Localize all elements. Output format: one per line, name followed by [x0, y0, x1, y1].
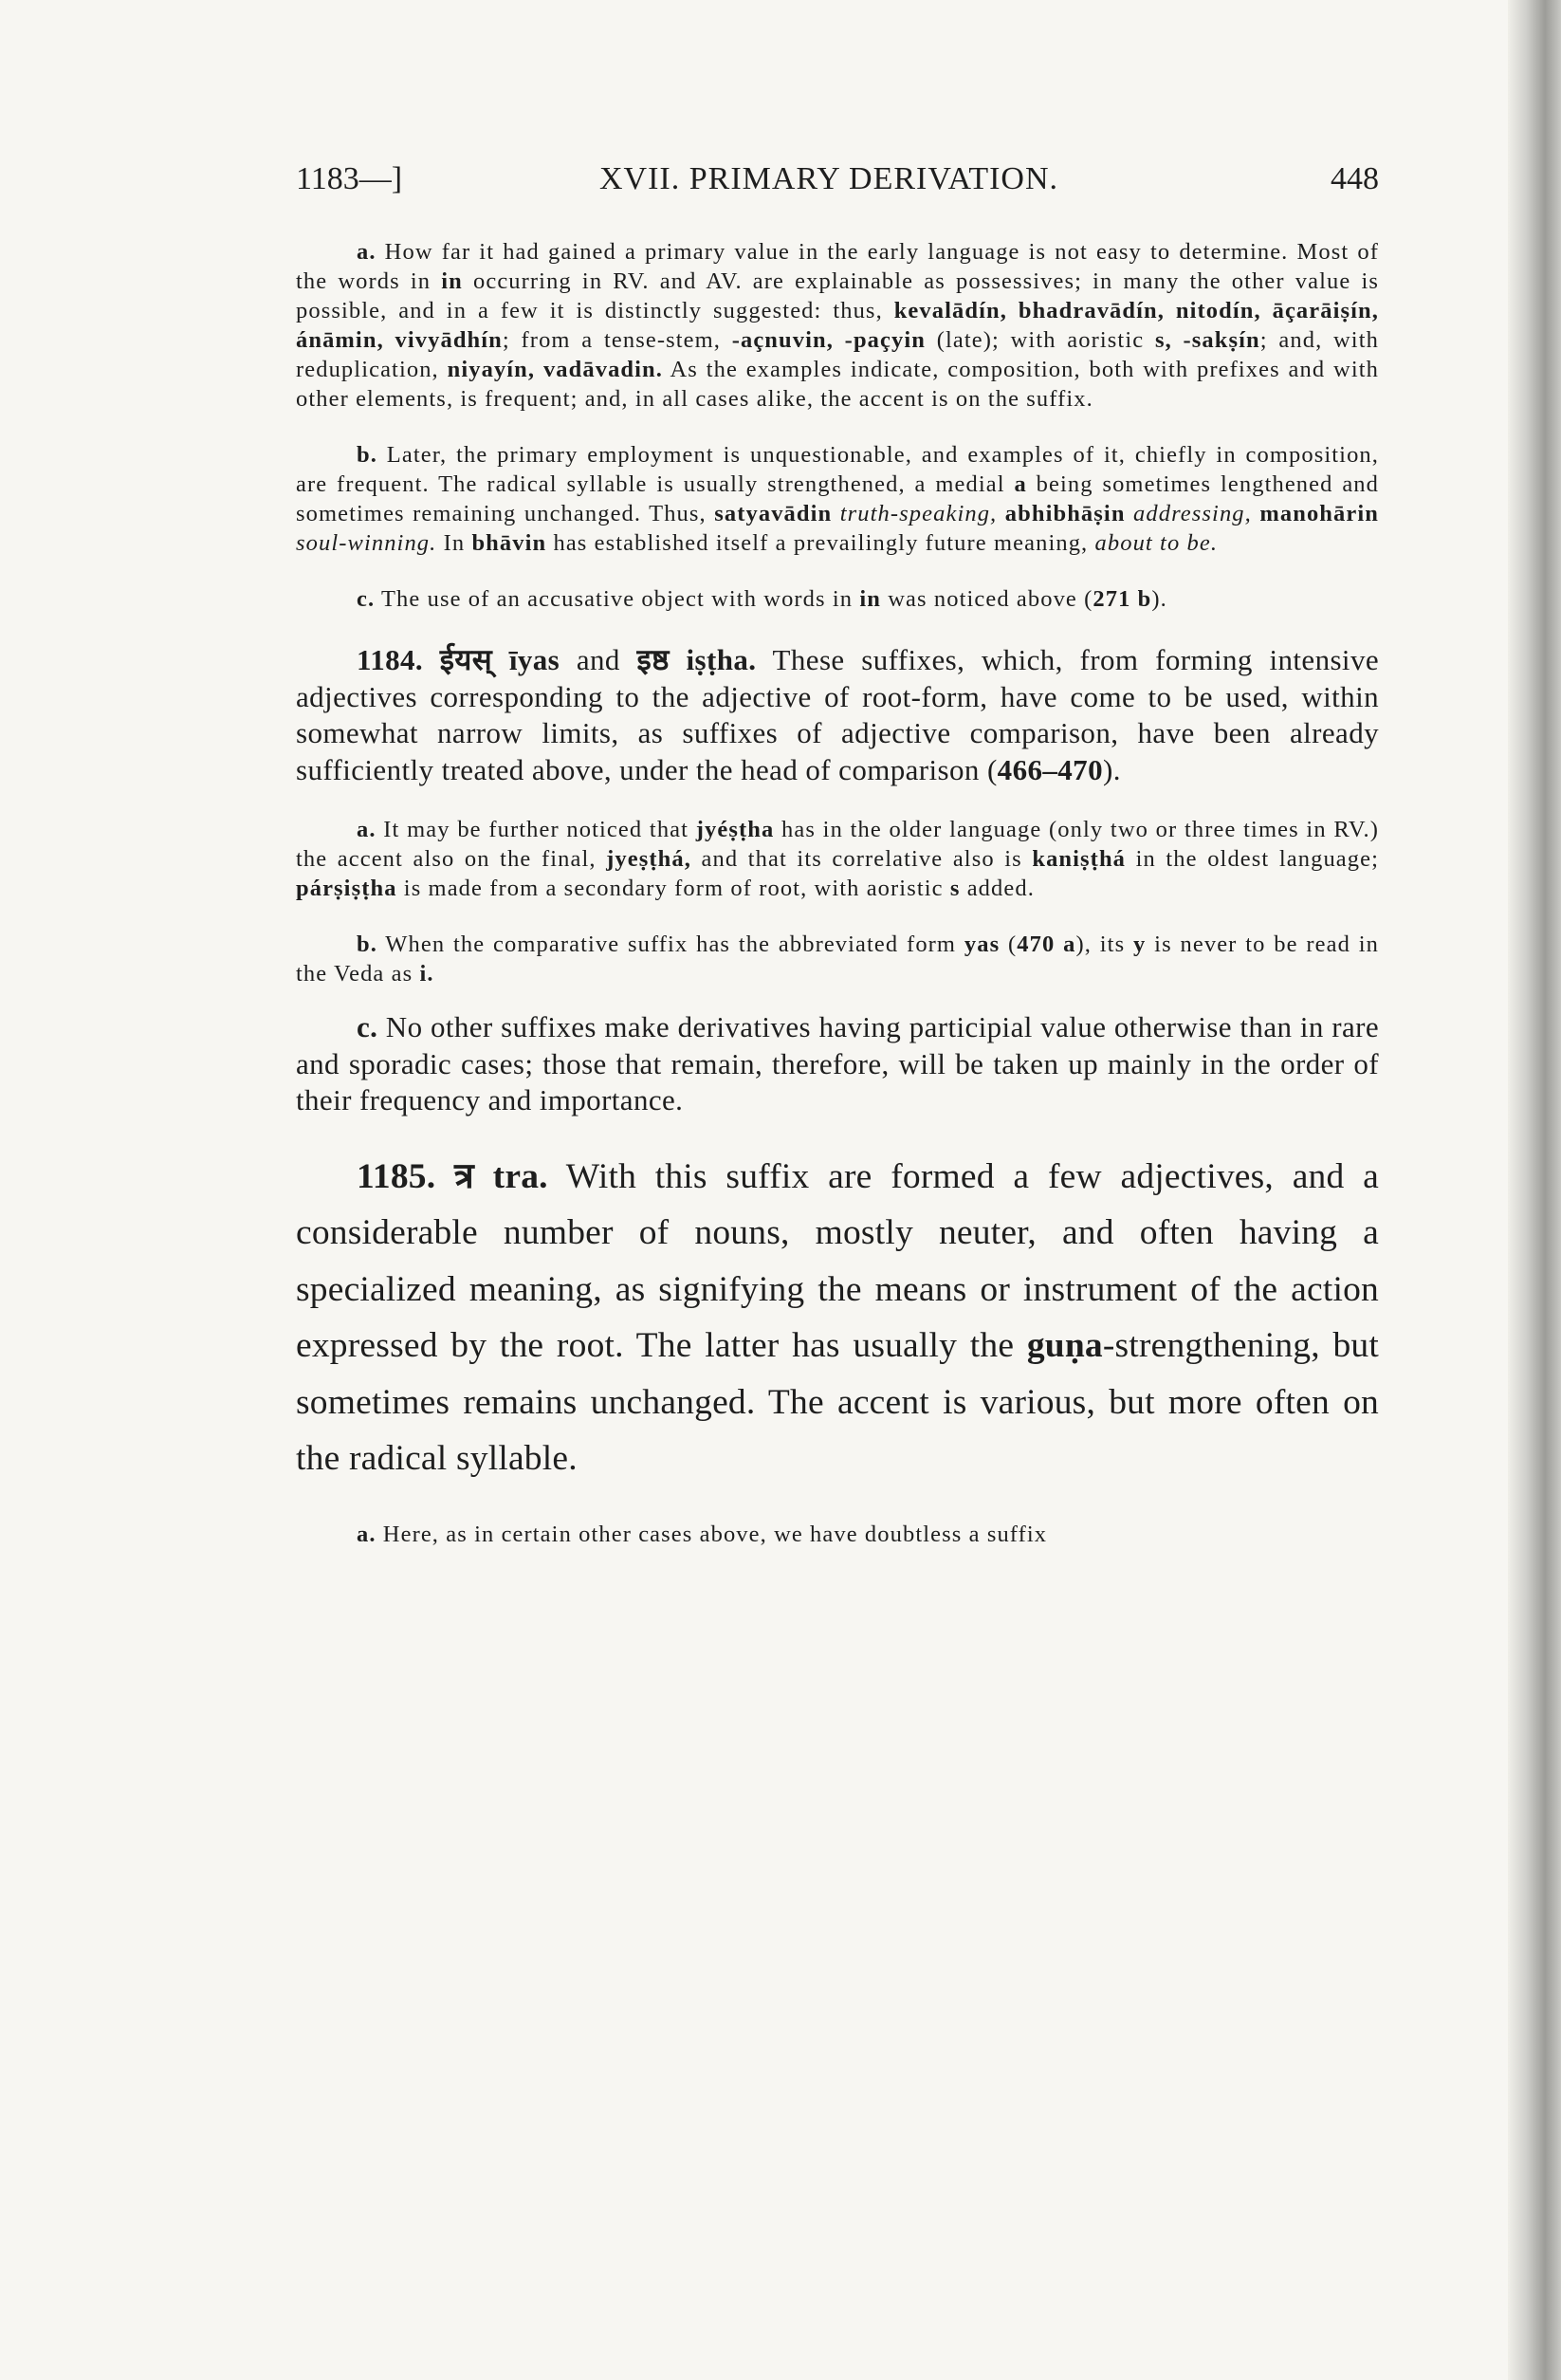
subsection-label: c. [357, 586, 376, 612]
paragraph-1185 [296, 1148, 1379, 1487]
text: is made from a secondary form of root, with aoristic [396, 876, 950, 901]
gloss: about to be. [1094, 530, 1219, 556]
scan-page-edge [1508, 0, 1561, 2380]
paragraph-1184 [296, 642, 1379, 788]
text: and that its correlative also is [690, 846, 1033, 872]
text: ( [1000, 932, 1018, 957]
sanskrit-term: satyavādin [714, 501, 833, 526]
text: ). [1102, 752, 1121, 786]
sanskrit-term: kevalādín, bhadravādín, nitodín, āçarāiṣín, ánāmin, vivyādhín [296, 298, 1379, 353]
sanskrit-term: manohārin [1259, 501, 1379, 526]
sanskrit-term: kaniṣṭhá [1032, 846, 1127, 872]
text: has in the older language (only two or three times in RV.) the accent also on the final, [296, 817, 1379, 872]
text: It may be further noticed that [376, 817, 696, 842]
sanskrit-term: īyas [508, 643, 560, 676]
section-number: 1184. [357, 643, 424, 676]
subsection-label: b. [357, 932, 377, 957]
text: How far it had gained a primary value in the early language is not easy to determine. Most of the words in [296, 239, 1379, 294]
subsection-label: c. [357, 1010, 378, 1043]
text: ; from a tense-stem, [502, 327, 732, 353]
sanskrit-term: y [1133, 932, 1147, 957]
text: and [560, 643, 637, 676]
paragraph-1184b [296, 930, 1379, 988]
section-number: 1185. [357, 1156, 436, 1196]
sanskrit-term: iṣṭha. [686, 643, 757, 676]
paragraph-1183c [296, 584, 1379, 614]
text: ), its [1075, 932, 1134, 957]
text: As the examples indicate, composition, both with prefixes and with other elements, is frequent; and, in all cases alike, the accent is on the suffix. [296, 357, 1379, 412]
sanskrit-term: -açnuvin, -paçyin [731, 327, 926, 353]
sanskrit-term: guṇa [1026, 1326, 1103, 1365]
text: The use of an accusative object with words in [375, 586, 860, 612]
paragraph-1185a [296, 1520, 1379, 1549]
page-number: 448 [1331, 161, 1379, 196]
sanskrit-term: abhibhāṣin [1004, 501, 1126, 526]
paragraph-1184a [296, 815, 1379, 903]
sanskrit-term: niyayín, vadāvadin. [447, 357, 663, 382]
sanskrit-term: s [949, 876, 961, 901]
devanagari-term: ईयस् [439, 643, 493, 677]
text: has established itself a prevailingly future meaning, [546, 530, 1095, 556]
subsection-label: a. [357, 817, 376, 842]
text: (late); with aoristic [925, 327, 1155, 353]
cross-reference: 271 b [1093, 586, 1152, 612]
text: Later, the primary employment is unquestionable, and examples of it, chiefly in composition, are frequent. The radical syllable is usually strengthened, a medial [296, 442, 1379, 497]
paragraph-1184c [296, 1009, 1379, 1119]
sanskrit-term: in [859, 586, 882, 612]
sanskrit-term: tra. [492, 1156, 548, 1196]
sanskrit-term: i. [419, 961, 434, 987]
book-page [296, 152, 1379, 1549]
cross-reference: 470 a [1017, 932, 1076, 957]
sanskrit-term: s, -sakṣín [1154, 327, 1260, 353]
chapter-title: XVII. PRIMARY DERIVATION. [599, 161, 1059, 196]
text: These suffixes, which, from forming intensive adjectives corresponding to the adjective of root-form, have come to be used, within somewhat narrow limits, as suffixes of adjective comparison, have been already sufficiently treated above, under the head of comparison ( [296, 643, 1380, 786]
devanagari-term: इष्ठ [636, 643, 670, 677]
gloss: truth-speaking, [839, 501, 998, 526]
text: No other suffixes make derivatives having participial value otherwise than in rare and sporadic cases; those that remain, therefore, will be taken up mainly in the order of their frequency and importance. [296, 1010, 1379, 1116]
text: ). [1151, 586, 1167, 612]
text: is never to be read in the Veda as [296, 932, 1380, 987]
subsection-label: a. [357, 1521, 376, 1547]
gloss: soul-winning. [296, 530, 437, 556]
text: With this suffix are formed a few adjectives, and a considerable number of nouns, mostly neuter, and often having a specialized meaning, as signifying the means or instrument of the action expressed by the root. The latter has usually the [296, 1156, 1380, 1365]
subsection-label: b. [357, 442, 377, 468]
text: occurring in RV. and AV. are explainable as possessives; in many the other value is possible, and in a few it is distinctly suggested: thus, [296, 268, 1379, 323]
paragraph-1183a [296, 237, 1379, 414]
devanagari-term: त्र [454, 1153, 474, 1196]
text: Here, as in certain other cases above, we have doubtless a suffix [376, 1521, 1048, 1547]
sanskrit-term: jyéṣṭha [695, 817, 775, 842]
sanskrit-term: in [441, 268, 463, 294]
section-reference: 1183—] [296, 161, 403, 196]
text: added. [960, 876, 1035, 901]
sanskrit-term: párṣiṣṭha [296, 876, 397, 901]
text: -strengthening, but sometimes remains unchanged. The accent is various, but more often on the radical syllable. [296, 1326, 1379, 1478]
sanskrit-term: a [1014, 471, 1027, 497]
text: In [436, 530, 472, 556]
sanskrit-term: yas [964, 932, 1001, 957]
sanskrit-term: jyeṣṭhá, [606, 846, 691, 872]
gloss: addressing, [1133, 501, 1252, 526]
text: ; and, with reduplication, [296, 327, 1379, 382]
text: in the oldest language; [1126, 846, 1380, 872]
sanskrit-term: bhāvin [471, 530, 547, 556]
running-head [296, 152, 1379, 199]
paragraph-1183b [296, 440, 1379, 558]
subsection-label: a. [357, 239, 376, 265]
text: being sometimes lengthened and sometimes remaining unchanged. Thus, [296, 471, 1379, 526]
cross-reference: 466–470 [997, 752, 1103, 786]
text: was noticed above ( [881, 586, 1093, 612]
text: When the comparative suffix has the abbreviated form [376, 932, 964, 957]
